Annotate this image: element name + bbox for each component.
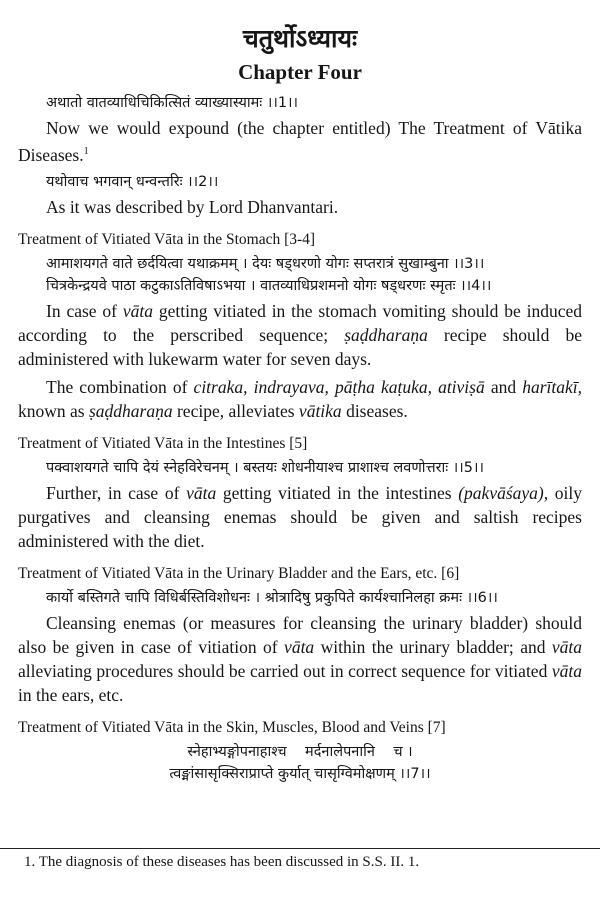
paragraph-dhanvantari: As it was described by Lord Dhanvantari. [46,196,339,217]
verse-5: पक्वाशयगते चापि देयं स्नेहविरेचनम् । बस्तयः शोधनीयाश्च प्राशाश्च लवणोत्तराः ।।5।। [46,459,485,476]
chapter-title: Chapter Four [238,60,362,84]
footnote-divider [0,848,600,849]
verse-2: यथोवाच भगवान् धन्वन्तरिः ।।2।। [46,173,219,190]
term: citraka, indrayava, pāṭha kaṭuka, ativiṣā [193,376,485,397]
paragraph-text: Now we would expound (the chapter entitled) The Treatment of Vātika Diseases. [18,118,582,165]
text-run: diseases. [341,400,408,421]
term: (pakvāśaya), [458,482,549,503]
text-run: getting vitiated in the stomach vomiting should be induced according to the perscribed sequence; [18,300,582,345]
text-run: recipe, alleviates [172,400,299,421]
text-run: and [484,376,523,397]
footnote-mark: 1 [83,146,89,157]
section-heading-stomach: Treatment of Vitiated Vāta in the Stomach [3-4] [18,230,316,248]
paragraph-stomach-2 [18,375,582,423]
text-run: alleviating procedures should be carried out in correct sequence for vitiated [18,660,552,681]
verse-6: कार्यो बस्तिगते चापि विधिर्बस्तिविशोधनः । श्रोत्रादिषु प्रकुपिते कार्यश्चानिलहा क्रमः ।।6।। [46,589,498,606]
term: vāta [551,660,582,681]
text-run: getting vitiated in the intestines [216,482,459,503]
text-run: The combination of [46,376,194,397]
term: harītakī, [522,376,582,397]
verse-7b: त्वङ्मांसासृक्सिराप्राप्ते कुर्यात् चासृग्विमोक्षणम् ।।7।। [169,765,431,782]
section-heading-bladder-ears: Treatment of Vitiated Vāta in the Urinary Bladder and the Ears, etc. [6] [18,564,460,582]
paragraph-stomach-1 [18,299,582,371]
text-run: In case of [46,300,123,321]
text-run: in the ears, etc. [18,684,124,705]
section-heading-skin-muscles: Treatment of Vitiated Vāta in the Skin, Muscles, Blood and Veins [7] [18,718,446,736]
text-run: recipe should be administered with lukewarm water for seven days. [18,324,582,369]
verse-3: आमाशयगते वाते छर्दयित्वा यथाक्रमम् । देयः षड्धरणो योगः सप्तरात्रं सुखाम्बुना ।।3।। [46,255,485,272]
text-run: oily purgatives and cleansing enemas should be given and saltish recipes administered with the diet. [18,482,583,551]
term: ṣaḍdharaṇa [344,324,428,345]
chapter-sanskrit-title: चतुर्थोऽध्यायः [242,24,358,53]
paragraph-intestines [18,481,582,553]
term: vāta [186,482,217,503]
paragraph-bladder-ears [18,611,582,707]
verse-7a: स्नेहाभ्यङ्गोपनाहाश्च मर्दनालेपनानि च । [187,743,413,760]
text-run: Further, in case of [46,482,187,503]
footnote: 1. The diagnosis of these diseases has been discussed in S.S. II. 1. [24,854,420,870]
term: vāta [284,636,315,657]
verse-4: चित्रकेन्द्रयवे पाठा कटुकाऽतिविषाऽभया । वातव्याधिप्रशमनो योगः षड्धरणः स्मृतः ।।4।। [46,277,492,294]
text-run: known as [18,400,89,421]
verse-1: अथातो वातव्याधिचिकित्सितं व्याख्यास्यामः ।।1।। [46,95,299,111]
text-run: within the urinary bladder; and [314,636,552,657]
term: vātika [298,400,342,421]
section-heading-intestines: Treatment of Vitiated Vāta in the Intestines [5] [18,434,308,452]
term: vāta [551,636,583,657]
text-run: Cleansing enemas (or measures for cleansing the urinary bladder) should also be given in case of vitiation of [18,612,582,657]
term: vāta [122,300,154,321]
paragraph-intro [18,116,582,167]
term: ṣaḍdharaṇa [88,400,173,421]
